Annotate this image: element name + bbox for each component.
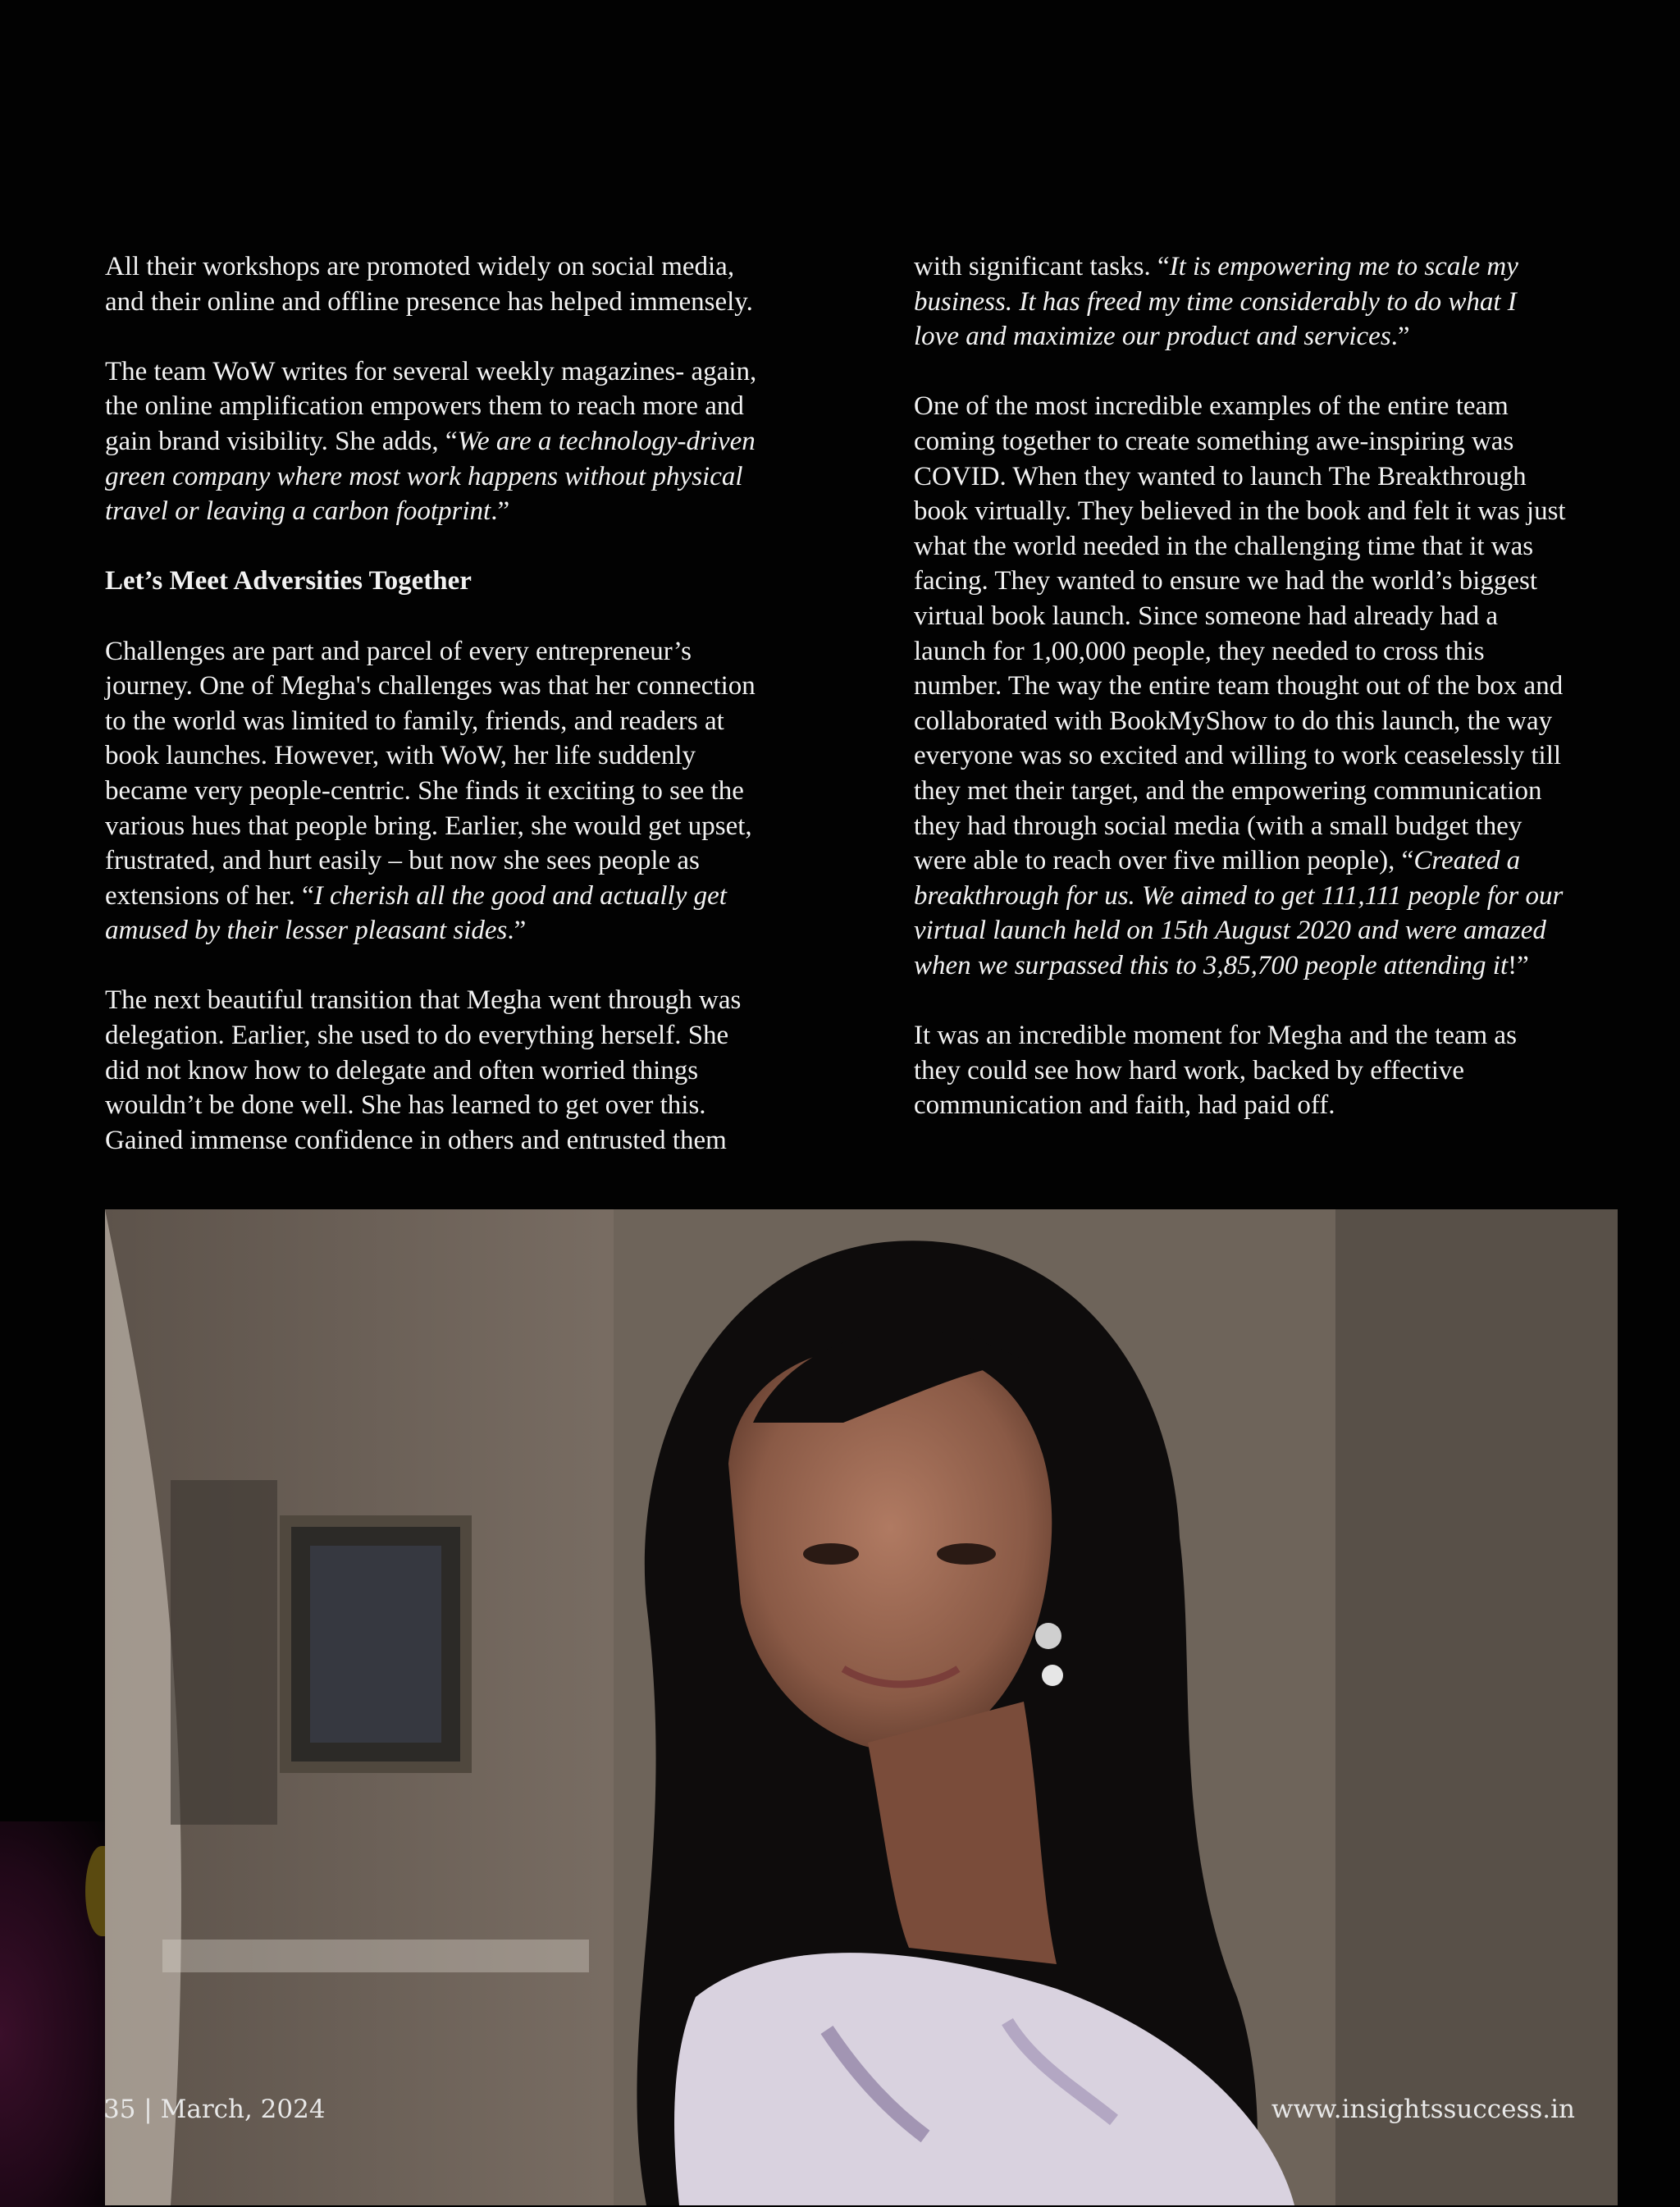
text-line — [105, 424, 827, 459]
paragraph-challenges — [105, 634, 827, 948]
text-line: communication and faith, had paid off. — [914, 1090, 1335, 1121]
portrait-photo — [105, 1209, 1618, 2205]
quote-line: breakthrough for us. We aimed to get 111,111 people for our — [914, 880, 1564, 911]
text-line: everyone was so excited and willing to work ceaselessly till — [914, 741, 1562, 771]
quote-segment: amused by their lesser pleasant sides — [105, 916, 508, 946]
text-line: book virtually. They believed in the book and felt it was just — [914, 496, 1566, 527]
text-line — [914, 843, 1636, 879]
text-line — [105, 494, 827, 529]
text-line: One of the most incredible examples of the entire team — [914, 391, 1509, 422]
text-line: The team WoW writes for several weekly magazines- again, — [105, 356, 757, 386]
quote-line: business. It has freed my time considerably to do what I — [914, 286, 1517, 317]
text-line: journey. One of Megha's challenges was that her connection — [105, 671, 756, 701]
quote-segment: It is empowering me to scale my — [1169, 252, 1518, 281]
section-heading: Let’s Meet Adversities Together — [105, 566, 472, 596]
text-line: they could see how hard work, backed by effective — [914, 1055, 1465, 1085]
text-segment: .” — [491, 496, 510, 527]
quote-line: virtual launch held on 15th August 2020 and were amazed — [914, 916, 1546, 946]
text-line — [914, 948, 1636, 984]
text-segment: were able to reach over five million people), “ — [914, 846, 1414, 876]
text-line: coming together to create something awe-inspiring was — [914, 426, 1514, 456]
text-line: delegation. Earlier, she used to do everything herself. She — [105, 1021, 729, 1051]
text-line: various hues that people bring. Earlier, she would get upset, — [105, 811, 752, 841]
text-line: did not know how to delegate and often worried things — [105, 1055, 699, 1085]
quote-segment: We are a technology-driven — [457, 426, 756, 456]
text-line: wouldn’t be done well. She has learned to get over this. — [105, 1090, 706, 1121]
text-line — [914, 249, 1636, 285]
text-line: virtual book launch. Since someone had already had a — [914, 601, 1499, 631]
text-line: facing. They wanted to ensure we had the world’s biggest — [914, 566, 1538, 596]
text-line: the online amplification empowers them to reach more and — [105, 391, 744, 422]
paragraph-book-launch — [914, 389, 1636, 983]
article-right-column — [914, 249, 1636, 1123]
paragraph-delegation — [105, 983, 827, 1158]
text-line — [105, 879, 827, 914]
quote-segment: when we surpassed this to 3,85,700 people attending it — [914, 950, 1509, 980]
paragraph-significant-tasks — [914, 249, 1636, 354]
text-line: to the world was limited to family, friends, and readers at — [105, 706, 724, 736]
quote-segment: love and maximize our product and services — [914, 322, 1391, 352]
paragraph-conclusion — [914, 1018, 1636, 1123]
text-line: became very people-centric. She finds it exciting to see the — [105, 775, 744, 806]
text-line: they had through social media (with a small budget they — [914, 811, 1522, 841]
text-line: The next beautiful transition that Megha went through was — [105, 985, 742, 1016]
text-segment: !” — [1508, 950, 1529, 980]
paragraph-magazines — [105, 354, 827, 529]
text-line: what the world needed in the challenging time that it was — [914, 531, 1534, 561]
quote-segment: I cherish all the good and actually get — [313, 880, 727, 911]
text-segment: .” — [1390, 322, 1410, 352]
text-line: they met their target, and the empowering communication — [914, 775, 1542, 806]
text-segment: with significant tasks. “ — [914, 252, 1170, 281]
text-line: All their workshops are promoted widely on social media, — [105, 252, 735, 281]
page-number-date: 35 | March, 2024 — [103, 2095, 326, 2124]
text-line: book launches. However, with WoW, her life suddenly — [105, 741, 696, 771]
text-line: COVID. When they wanted to launch The Breakthrough — [914, 461, 1527, 491]
text-line: launch for 1,00,000 people, they needed to cross this — [914, 636, 1485, 666]
text-segment: .” — [507, 916, 527, 946]
text-line: Gained immense confidence in others and entrusted them — [105, 1125, 727, 1155]
text-segment: gain brand visibility. She adds, “ — [105, 426, 458, 456]
text-line: frustrated, and hurt easily – but now she sees people as — [105, 846, 700, 876]
portrait-illustration — [105, 1209, 1618, 2205]
quote-line: green company where most work happens without physical — [105, 461, 743, 491]
text-line: Challenges are part and parcel of every entrepreneur’s — [105, 636, 692, 666]
article-left-column — [105, 249, 827, 1158]
quote-segment: travel or leaving a carbon footprint — [105, 496, 491, 527]
text-segment: extensions of her. “ — [105, 880, 314, 911]
website-link[interactable]: www.insightssuccess.in — [1271, 2095, 1575, 2124]
text-line: number. The way the entire team thought out of the box and — [914, 671, 1564, 701]
text-line: It was an incredible moment for Megha and the team as — [914, 1021, 1517, 1051]
text-line — [914, 319, 1636, 354]
text-line: and their online and offline presence has helped immensely. — [105, 286, 753, 317]
paragraph-social-media — [105, 249, 827, 319]
text-line: collaborated with BookMyShow to do this launch, the way — [914, 706, 1553, 736]
quote-segment: Created a — [1413, 846, 1521, 876]
text-line — [105, 913, 827, 948]
